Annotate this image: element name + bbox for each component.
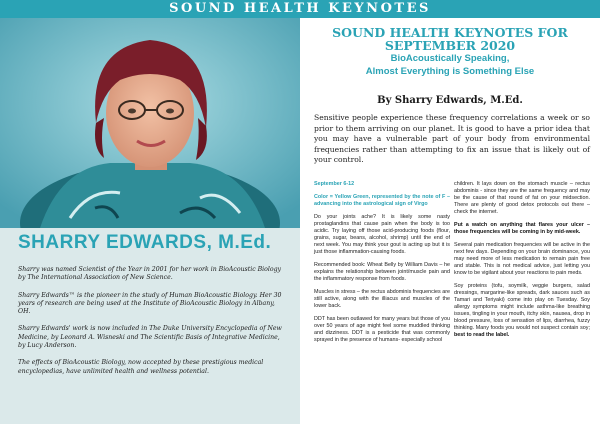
profile-panel (0, 18, 300, 424)
subhead-line-1: BioAcoustically Speaking, (390, 53, 510, 64)
article-headline (300, 26, 600, 78)
bio-paragraph: Sharry Edwards' work is now included in The Duke University Encyclopedia of New Medicine, by Leonard A. Wisneski and The Scientific Basis of Integrative Medicine, by Lucy Anderson. (18, 325, 282, 350)
color-note: Color = Yellow Green, represented by the note of F – advancing into the astrological sign of Virgo (314, 194, 450, 207)
read-label-note: best to read the label. (454, 332, 510, 338)
soy-paragraph (454, 283, 590, 339)
banner-title: SOUND HEALTH KEYNOTES (169, 1, 431, 16)
body-paragraph: children. It lays down on the stomach muscle – rectus abdominis - since they are the same frequency and may be the cause of that round of fat on your midsection. There are plenty of good detox protocols out there – check the internet. (454, 181, 590, 215)
body-paragraph: DDT has been outlawed for many years but those of you over 50 years of age might feel some muddled thinking and dizziness. DDT is a pesticide that was commonly sprayed in the presence of humans- especially school (314, 316, 450, 343)
ulcer-warning: Put a watch on anything that flares your ulcer – those frequencies will be coming in by mid-week. (454, 222, 590, 235)
body-paragraph: Muscles in stress – the rectus abdominis frequencies are still active, along with the illiacus and muscles of the lower back. (314, 289, 450, 309)
author-portrait (0, 18, 300, 228)
body-paragraph: Do your joints ache? It is likely some nasty prostaglandins that cause pain when the body is too acidic. Try laying off those acid-producing foods (flour, grains, sugar, beans, alcohol, shrimp) until the end of next week. You may think your gout is acting up but it is just those inflammation-causing foods. (314, 214, 450, 255)
headline-line-1: SOUND HEALTH KEYNOTES FOR (332, 25, 568, 40)
date-range: September 6-12 (314, 181, 355, 187)
portrait-illustration (0, 18, 300, 228)
bio-paragraph: The effects of BioAcoustic Biology, now accepted by these prestigious medical encyclopedias, have unlimited health and wellness potential. (18, 359, 264, 375)
author-bio (18, 266, 288, 385)
body-paragraph: Several pain medication frequencies will be active in the next few days. Depending on your brain dominance, you may need more of less medication to remain pain free and stable. This is not medical advice, just letting you know to be vigilant about your reactions to pain meds. (454, 242, 590, 276)
article-byline: By Sharry Edwards, M.Ed. (377, 95, 523, 106)
bio-paragraph: Sharry was named Scientist of the Year in 2001 for her work in BioAcoustic Biology by The International Association of New Science. (18, 266, 282, 282)
article-column-1 (314, 181, 450, 350)
article-column-2 (454, 181, 590, 345)
bio-paragraph: Sharry Edwards™ is the pioneer in the study of Human BioAcoustic Biology. Her 30 years of research are being used at the Institute of BioAcoustic Biology in Albany, OH. (18, 291, 282, 316)
article-panel (300, 18, 600, 424)
headline-line-2: SEPTEMBER 2020 (384, 38, 516, 53)
soy-text: Soy proteins (tofu, soymilk, veggie burgers, salad dressings, margarine-like spreads, dark sauces such as Tamari and Teriyaki) come into play on Tuesday. Soy allergy symptoms might include asthma-like breathing issues, tingling in your mouth, itchy skin, nausea, drop in blood pressure, loss of sensation of lips, diarrhea, fuzzy thinking. Many foods you would not suspect contain soy; (454, 283, 590, 331)
subhead-line-2: Almost Everything is Something Else (365, 66, 535, 77)
body-paragraph: Recommended book: Wheat Belly by William Davis – he explains the relationship between joint/muscle pain and the inflammatory response from foods. (314, 262, 450, 282)
article-intro: Sensitive people experience these frequency correlations a week or so prior to them arriving on our planet. It is good to have a prior idea that you may have a vulnerable part of your body from environmental frequencies rather than attempting to fix an issue that is likely out of your control. (314, 113, 590, 165)
newsletter-banner (0, 0, 600, 18)
author-name: SHARRY EDWARDS, M.Ed. (18, 232, 272, 253)
